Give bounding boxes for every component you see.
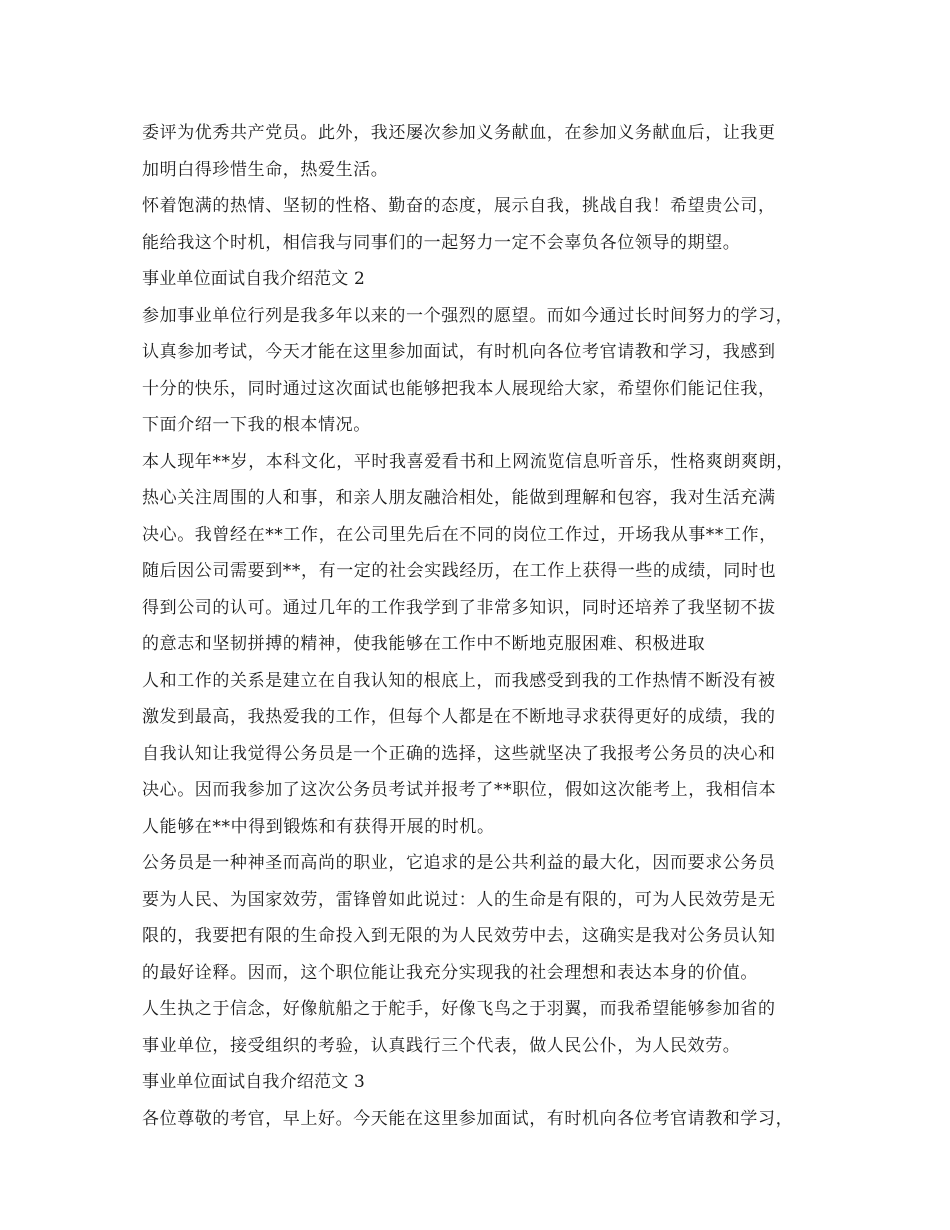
paragraph-line: 人生执之于信念，好像航船之于舵手，好像飞鸟之于羽翼，而我希望能够参加省的 [142,999,776,1019]
paragraph-line: 加明白得珍惜生命，热爱生活。 [142,159,389,180]
paragraph-line: 的意志和坚韧拼搏的精神，使我能够在工作中不断地克服困难、积极进取 [142,634,706,654]
paragraph-line: 本人现年**岁，本科文化，平时我喜爱看书和上网流览信息听音乐，性格爽朗爽朗， [142,451,794,472]
paragraph-line: 激发到最高，我热爱我的工作，但每个人都是在不断地寻求获得更好的成绩，我的 [142,707,776,727]
paragraph-line: 认真参加考试，今天才能在这里参加面试，有时机向各位考官请教和学习，我感到 [142,342,776,362]
paragraph-line: 决心。我曾经在**工作，在公司里先后在不同的岗位工作过，开场我从事**工作， [142,524,777,545]
section-heading: 事业单位面试自我介绍范文 3 [142,1072,366,1092]
section-heading: 事业单位面试自我介绍范文 2 [142,269,366,289]
paragraph-line: 得到公司的认可。通过几年的工作我学到了非常多知识，同时还培养了我坚韧不拔 [142,597,776,618]
paragraph-line: 随后因公司需要到**，有一定的社会实践经历，在工作上获得一些的成绩，同时也 [142,561,777,581]
paragraph-line: 自我认知让我觉得公务员是一个正确的选择，这些就坚决了我报考公务员的决心和 [142,743,776,764]
paragraph-line: 能给我这个时机，相信我与同事们的一起努力一定不会辜负各位领导的期望。 [142,232,741,253]
paragraph-line: 人和工作的关系是建立在自我认知的根底上，而我感受到我的工作热情不断没有被 [142,670,776,691]
paragraph-line: 决心。因而我参加了这次公务员考试并报考了**职位，假如这次能考上，我相信本 [142,780,777,800]
paragraph-line: 要为人民、为国家效劳，雷锋曾如此说过：人的生命是有限的，可为人民效劳是无 [142,889,776,910]
paragraph-line: 的最好诠释。因而，这个职位能让我充分实现我的社会理想和表达本身的价值。 [142,962,758,983]
paragraph-line: 委评为优秀共产党员。此外，我还屡次参加义务献血，在参加义务献血后，让我更 [142,123,776,143]
paragraph-line: 怀着饱满的热情、坚韧的性格、勤奋的态度，展示自我，挑战自我！希望贵公司， [142,196,776,216]
paragraph-line: 参加事业单位行列是我多年以来的一个强烈的愿望。而如今通过长时间努力的学习， [142,305,794,326]
paragraph-line: 各位尊敬的考官，早上好。今天能在这里参加面试，有时机向各位考官请教和学习， [142,1108,794,1129]
paragraph-line: 限的，我要把有限的生命投入到无限的为人民效劳中去，这确实是我对公务员认知 [142,926,776,946]
document-body [142,115,832,1137]
paragraph-line: 热心关注周围的人和事，和亲人朋友融洽相处，能做到理解和包容，我对生活充满 [142,488,776,508]
paragraph-line: 十分的快乐，同时通过这次面试也能够把我本人展现给大家，希望你们能记住我， [142,378,776,399]
paragraph-line: 下面介绍一下我的根本情况。 [142,415,371,435]
paragraph-line: 公务员是一种神圣而高尚的职业，它追求的是公共利益的最大化，因而要求公务员 [142,853,776,873]
paragraph-line: 事业单位，接受组织的考验，认真践行三个代表，做人民公仆，为人民效劳。 [142,1035,741,1056]
paragraph-line: 人能够在**中得到锻炼和有获得开展的时机。 [142,816,495,837]
